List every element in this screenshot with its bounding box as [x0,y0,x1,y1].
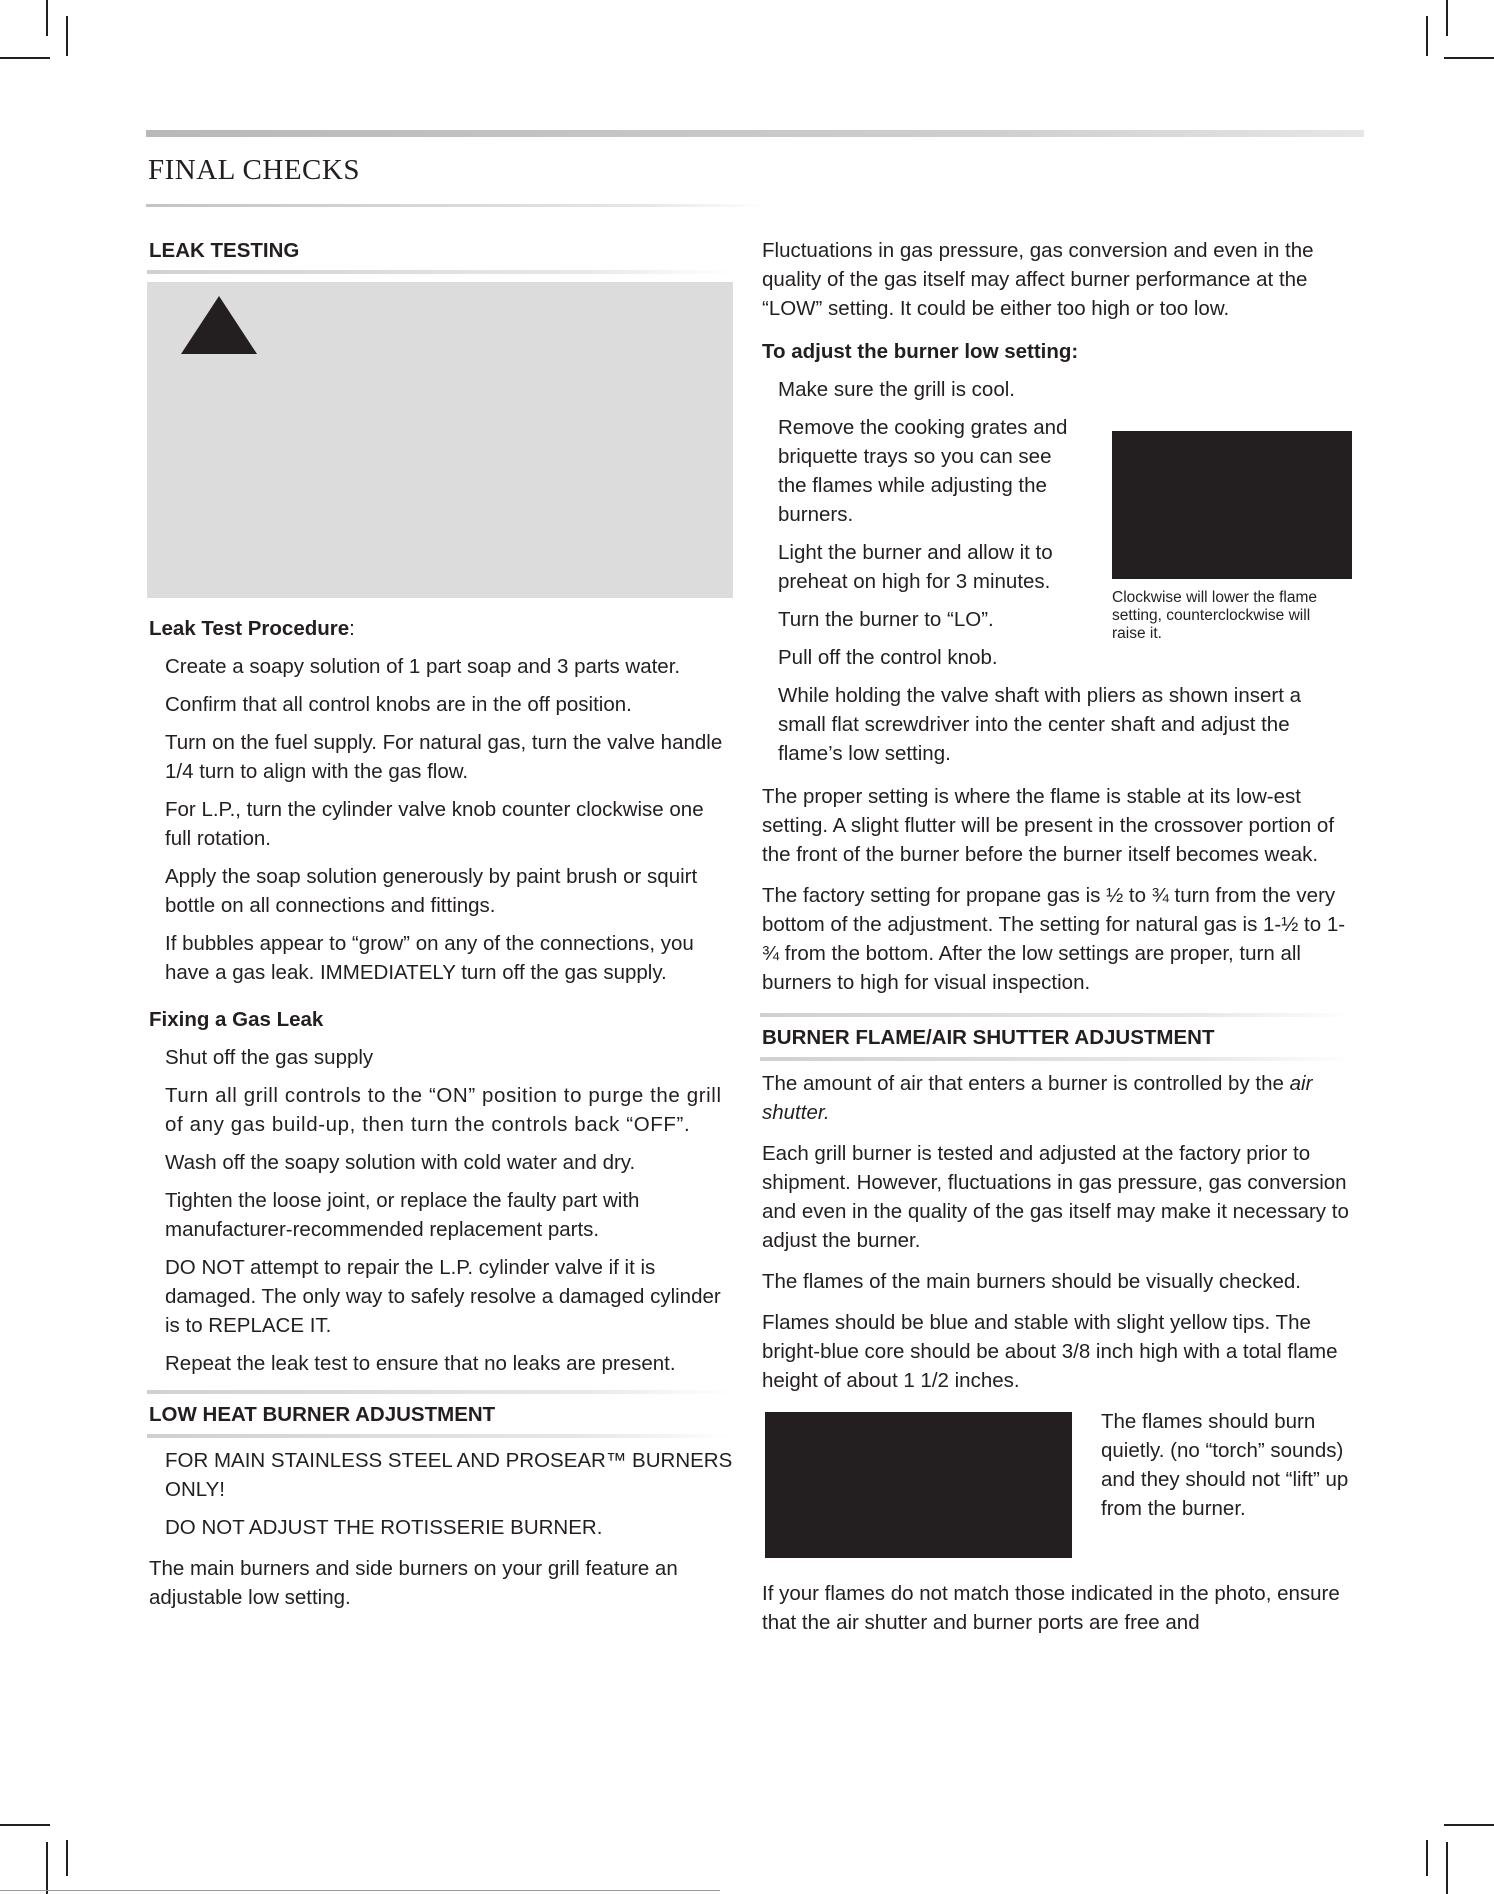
flame-mismatch-paragraph: If your flames do not match those indicated in the photo, ensure that the air shutter and burner ports are free and [762,1582,1340,1634]
crop-mark [1426,1840,1428,1876]
list-item: Shut off the gas supply [165,1046,374,1069]
list-item: Wash off the soapy solution with cold water and dry. [165,1151,636,1174]
crop-mark [66,16,68,56]
procedure-heading [149,614,734,643]
step-item: Make sure the grill is cool. [778,378,1015,401]
air-shutter-intro-text: The amount of air that enters a burner is controlled by the [762,1072,1290,1095]
section-rule [147,1434,734,1438]
flame-quiet-paragraph: The flames should burn quietly. (no “torch” sounds) and they should not “lift” up from the burner. [1101,1410,1349,1520]
fluctuations-paragraph: Fluctuations in gas pressure, gas conversion and even in the quality of the gas itself may affect burner performance at the “LOW” setting. It could be either too high or too low. [762,239,1314,320]
step-item: Turn the burner to “LO”. [778,608,994,631]
section-rule [760,1013,1352,1017]
fix-heading: Fixing a Gas Leak [149,1008,324,1031]
left-column [149,236,734,1621]
factory-setting-paragraph: The factory setting for propane gas is ½ to ¾ turn from the very bottom of the adjustment. The setting for natural gas is 1-½ to 1-¾ from the bottom. After the low settings are proper, turn all burners to high for visual inspection. [762,884,1346,994]
procedure-label: Leak Test Procedure [149,617,350,640]
list-item: DO NOT attempt to repair the L.P. cylinder valve if it is damaged. The only way to safely resolve a damaged cylinder is to REPLACE IT. [165,1256,721,1337]
list-item: Create a soapy solution of 1 part soap and 3 parts water. [165,655,681,678]
crop-mark [1446,1842,1448,1894]
note-item: FOR MAIN STAINLESS STEEL AND PROSEAR™ BURNERS ONLY! [165,1449,733,1501]
crop-mark [0,1890,720,1891]
header-rule [146,130,1364,137]
crop-mark [46,1842,48,1894]
air-shutter-intro [762,1069,1352,1127]
crop-mark [1446,0,1448,36]
warning-triangle-icon [181,296,257,354]
crop-mark [46,0,48,36]
section-rule [147,1390,734,1394]
crop-mark [0,1824,50,1826]
step-item: Remove the cooking grates and briquette trays so you can see the flames while adjusting the burners. [778,416,1068,526]
list-item: Confirm that all control knobs are in the off position. [165,693,632,716]
adjust-heading: To adjust the burner low setting: [762,340,1079,363]
valve-adjustment-photo [1112,431,1352,579]
low-heat-intro: The main burners and side burners on your grill feature an adjustable low setting. [149,1557,678,1609]
factory-tested-paragraph: Each grill burner is tested and adjusted at the factory prior to shipment. However, fluctuations in gas pressure, gas conversion and even in the quality of the gas itself may make it necessary to adjust the burner. [762,1142,1349,1252]
note-item: DO NOT ADJUST THE ROTISSERIE BURNER. [165,1516,603,1539]
crop-mark [1426,16,1428,56]
air-shutter-term: air shutter. [762,1072,1313,1124]
crop-mark [1444,57,1494,59]
section-rule [760,1057,1352,1061]
photo-caption: Clockwise will lower the flame setting, counterclockwise will raise it. [1112,589,1318,642]
list-item: Repeat the leak test to ensure that no leaks are present. [165,1352,676,1375]
title-rule [146,204,766,207]
visual-check-paragraph: The flames of the main burners should be visually checked. [762,1270,1301,1293]
step-item: Pull off the control knob. [778,646,998,669]
section-rule [147,270,734,274]
flame-photo [765,1412,1072,1558]
adjust-steps [762,375,1352,768]
crop-mark [66,1840,68,1876]
proper-setting-paragraph: The proper setting is where the flame is stable at its low-est setting. A slight flutter will be present in the crossover portion of the front of the burner before the burner itself becomes weak. [762,785,1335,866]
list-item: Tighten the loose joint, or replace the faulty part with manufacturer-recommended replacement parts. [165,1189,640,1241]
list-item: For L.P., turn the cylinder valve knob counter clockwise one full rotation. [165,798,704,850]
list-item: Turn on the fuel supply. For natural gas, turn the valve handle 1/4 turn to align with the gas flow. [165,731,723,783]
list-item: Turn all grill controls to the “ON” position to purge the grill of any gas build-up, then turn the controls back “OFF”. [165,1084,722,1136]
procedure-colon: : [349,617,355,640]
page-title: FINAL CHECKS [148,154,360,186]
crop-mark [0,57,50,59]
list-item: If bubbles appear to “grow” on any of the connections, you have a gas leak. IMMEDIATELY turn off the gas supply. [165,932,694,984]
section-heading-leak-testing: LEAK TESTING [149,239,300,262]
step-item: While holding the valve shaft with pliers as shown insert a small flat screwdriver into the center shaft and adjust the flame’s low setting. [778,684,1302,765]
list-item: Apply the soap solution generously by paint brush or squirt bottle on all connections and fittings. [165,865,698,917]
crop-mark [1444,1824,1494,1826]
section-heading-low-heat: LOW HEAT BURNER ADJUSTMENT [149,1403,496,1426]
right-column [762,236,1352,1646]
warning-box [147,282,733,598]
section-heading-air-shutter: BURNER FLAME/AIR SHUTTER ADJUSTMENT [762,1026,1215,1049]
step-item: Light the burner and allow it to preheat on high for 3 minutes. [778,541,1053,593]
flame-photo-row [762,1407,1352,1573]
flame-description-paragraph: Flames should be blue and stable with slight yellow tips. The bright-blue core should be about 3/8 inch high with a total flame height of about 1 1/2 inches. [762,1311,1338,1392]
